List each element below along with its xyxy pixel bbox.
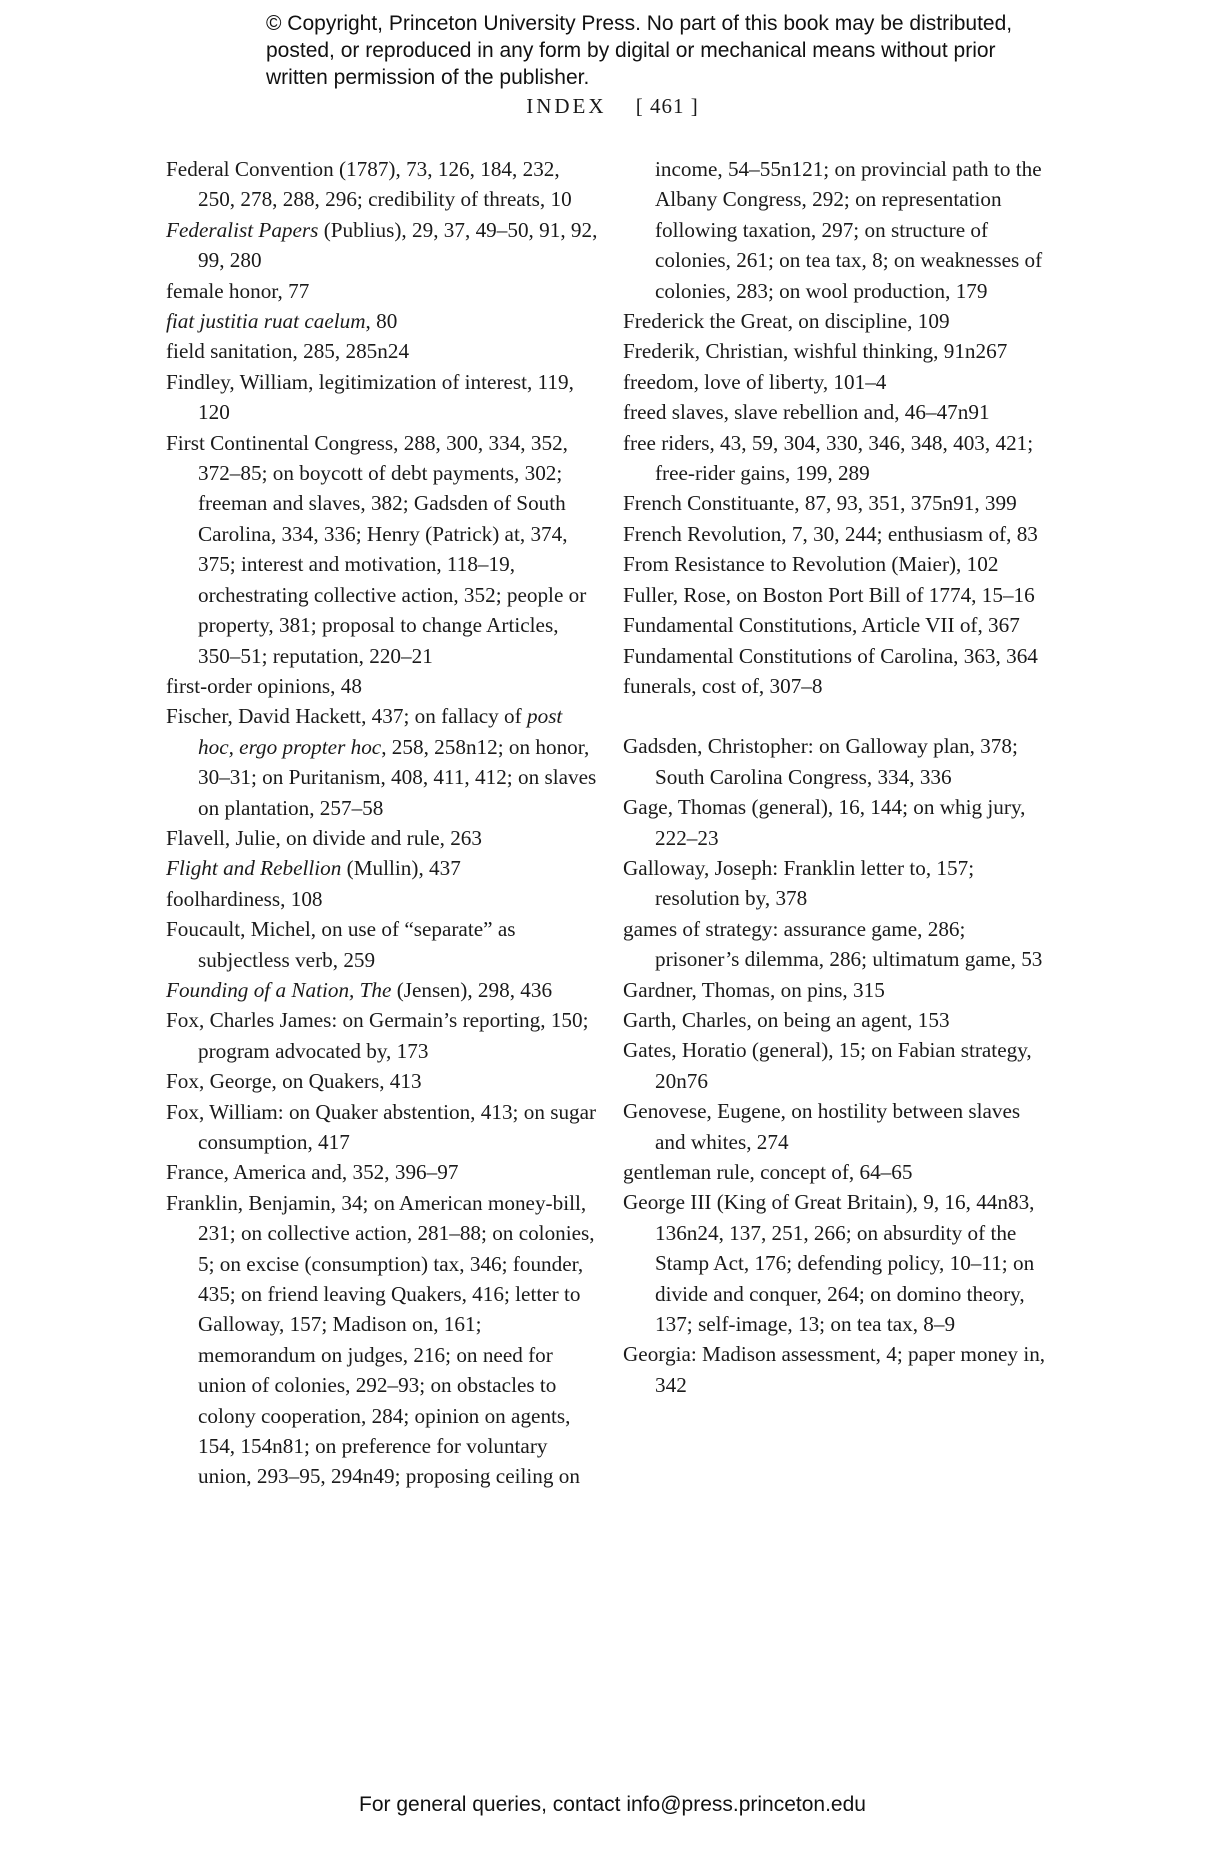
index-entry: Gardner, Thomas, on pins, 315 bbox=[623, 977, 885, 1002]
index-column-left bbox=[166, 154, 598, 1492]
index-entry: George III (King of Great Britain), 9, 16, 44n83, 136n24, 137, 251, 266; on absurdity of the Stamp Act, 176; defending policy, 10–11; on divide and conquer, 264; on domino theory, 137; self-image, 13; on tea tax, 8–9 bbox=[623, 1190, 1035, 1337]
entry-text: , 80 bbox=[365, 309, 398, 334]
index-entry: Gadsden, Christopher: on Galloway plan, 378; South Carolina Congress, 334, 336 bbox=[623, 734, 1018, 789]
index-entry: Federal Convention (1787), 73, 126, 184, 232, 250, 278, 288, 296; credibility of threats, 10 bbox=[166, 157, 572, 212]
index-entry: female honor, 77 bbox=[166, 278, 310, 303]
index-entry: Galloway, Joseph: Franklin letter to, 157; resolution by, 378 bbox=[623, 855, 975, 911]
index-entry: field sanitation, 285, 285n24 bbox=[166, 339, 410, 364]
index-entry: Fox, Charles James: on Germain’s reporting, 150; program advocated by, 173 bbox=[166, 1008, 589, 1063]
index-entry: Foucault, Michel, on use of “separate” as subjectless verb, 259 bbox=[166, 917, 516, 972]
index-entry-continuation: income, 54–55n121; on provincial path to the Albany Congress, 292; on representation following taxation, 297; on structure of colonies, 261; on tea tax, 8; on weaknesses of colonies, 283; on wool production, 179 bbox=[655, 157, 1043, 303]
book-title: Founding of a Nation, The bbox=[166, 977, 392, 1002]
index-entry: French Revolution, 7, 30, 244; enthusiasm of, 83 bbox=[623, 521, 1038, 546]
entry-text: (Jensen), 298, 436 bbox=[391, 977, 553, 1002]
index-entry: Flavell, Julie, on divide and rule, 263 bbox=[166, 825, 482, 850]
footer-contact: For general queries, contact info@press.princeton.edu bbox=[359, 1793, 866, 1816]
index-entry: Fox, George, on Quakers, 413 bbox=[166, 1069, 422, 1094]
running-head-label: INDEX bbox=[526, 94, 607, 118]
index-entry: foolhardiness, 108 bbox=[166, 886, 323, 911]
index-entry: First Continental Congress, 288, 300, 334, 352, 372–85; on boycott of debt payments, 302; freeman and slaves, 382; Gadsden of South Carolina, 334, 336; Henry (Patrick) at, 374, 375; interest and motivation, 118–19, orchestrating collective action, 352; people or property, 381; proposal to change Articles, 350–51; reputation, 220–21 bbox=[166, 430, 587, 668]
letter-section-gap bbox=[623, 701, 1055, 731]
entry-text: , 258, 258n12; on honor, 30–31; on Puritanism, 408, 411, 412; on slaves on plantation, 257–58 bbox=[198, 734, 597, 820]
book-title: Federalist Papers bbox=[166, 217, 319, 242]
index-entry: first-order opinions, 48 bbox=[166, 673, 362, 698]
index-entry: Franklin, Benjamin, 34; on American money-bill, 231; on collective action, 281–88; on colonies, 5; on excise (consumption) tax, 346; founder, 435; on friend leaving Quakers, 416; letter to Galloway, 157; Madison on, 161; memorandum on judges, 216; on need for union of colonies, 292–93; on obstacles to colony cooperation, 284; opinion on agents, 154, 154n81; on preference for voluntary union, 293–95, 294n49; proposing ceiling on bbox=[166, 1190, 595, 1489]
running-head bbox=[0, 94, 1225, 119]
index-entry: Georgia: Madison assessment, 4; paper money in, 342 bbox=[623, 1342, 1046, 1397]
index-entry: Fundamental Constitutions, Article VII of, 367 bbox=[623, 613, 1020, 638]
entry-text: Fischer, David Hackett, 437; on fallacy of bbox=[166, 704, 527, 729]
index-entry: From Resistance to Revolution (Maier), 102 bbox=[623, 552, 999, 577]
index-entry: Genovese, Eugene, on hostility between slaves and whites, 274 bbox=[623, 1099, 1021, 1154]
index-entry bbox=[166, 306, 598, 336]
book-title: Flight and Rebellion bbox=[166, 856, 342, 881]
index-entry bbox=[166, 215, 598, 276]
index-entry: funerals, cost of, 307–8 bbox=[623, 673, 823, 698]
index-entry: French Constituante, 87, 93, 351, 375n91, 399 bbox=[623, 491, 1017, 516]
index-entry: Fundamental Constitutions of Carolina, 363, 364 bbox=[623, 643, 1038, 668]
page-number: [ 461 ] bbox=[635, 94, 699, 118]
index-entry: Frederick the Great, on discipline, 109 bbox=[623, 309, 950, 334]
index-entry: Gates, Horatio (general), 15; on Fabian strategy, 20n76 bbox=[623, 1038, 1032, 1093]
index-entry: Fuller, Rose, on Boston Port Bill of 1774, 15–16 bbox=[623, 582, 1035, 607]
latin-phrase: fiat justitia ruat caelum bbox=[166, 309, 366, 334]
index-entry: Frederik, Christian, wishful thinking, 91n267 bbox=[623, 339, 1008, 364]
index-entry bbox=[166, 975, 598, 1005]
index-entry: free riders, 43, 59, 304, 330, 346, 348, 403, 421; free-rider gains, 199, 289 bbox=[623, 430, 1034, 486]
index-entry bbox=[166, 701, 598, 823]
index-column-right bbox=[623, 154, 1055, 1400]
index-entry: France, America and, 352, 396–97 bbox=[166, 1160, 459, 1185]
index-entry: Garth, Charles, on being an agent, 153 bbox=[623, 1007, 950, 1032]
latin-phrase: post hoc, ergo propter hoc bbox=[198, 704, 563, 759]
entry-text: (Publius), 29, 37, 49–50, 91, 92, 99, 280 bbox=[198, 217, 598, 273]
index-entry: freedom, love of liberty, 101–4 bbox=[623, 369, 887, 394]
index-entry: gentleman rule, concept of, 64–65 bbox=[623, 1160, 913, 1184]
index-entry: games of strategy: assurance game, 286; prisoner’s dilemma, 286; ultimatum game, 53 bbox=[623, 916, 1043, 972]
index-entry: freed slaves, slave rebellion and, 46–47n91 bbox=[623, 400, 990, 425]
index-entry: Gage, Thomas (general), 16, 144; on whig jury, 222–23 bbox=[623, 795, 1026, 850]
index-entry bbox=[166, 853, 598, 883]
index-entry: Fox, William: on Quaker abstention, 413; on sugar consumption, 417 bbox=[166, 1099, 597, 1154]
index-entry: Findley, William, legitimization of interest, 119, 120 bbox=[166, 369, 574, 425]
entry-text: (Mullin), 437 bbox=[341, 856, 461, 881]
copyright-notice: © Copyright, Princeton University Press. No part of this book may be distributed, posted, or reproduced in any form by digital or mechanical means without prior written permission of the publisher. bbox=[266, 12, 1013, 89]
